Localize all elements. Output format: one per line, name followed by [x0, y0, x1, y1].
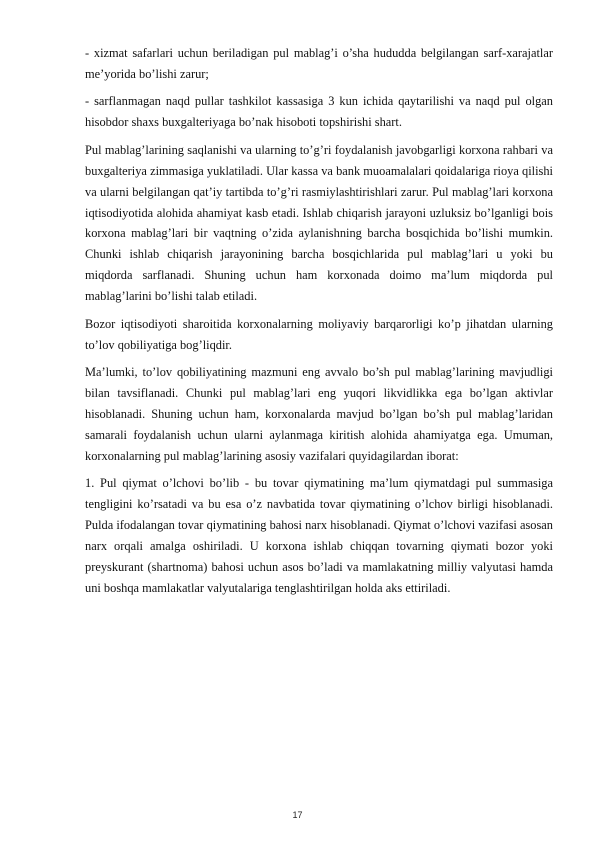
document-body — [85, 43, 553, 605]
paragraph-unspent-cash: - sarflanmagan naqd pullar tashkilot kassasiga 3 kun ichida qaytarilishi va naqd pul olgan hisobdor shaxs buxgalteriyaga bo’nak hisoboti topshirishi shart. — [85, 94, 553, 130]
paragraph-travel-expenses: - xizmat safarlari uchun beriladigan pul mablag’i o’sha hududda belgilangan sarf-xarajatlar me’yorida bo’lishi zarur; — [85, 46, 553, 81]
paragraph-measure-of-value: 1. Pul qiymat o’lchovi bo’lib - bu tovar qiymatining ma’lum qiymatdagi pul summasiga tengligini ko’rsatadi va bu esa o’z navbatida tovar qiymatining o’lchov birligi hisoblanadi. Pulda ifodalangan tovar qiymatining bahosi narx hisoblanadi. Qiymat o’lchovi vazifasi asosan narx orqali amalga oshiriladi. U korxona ishlab chiqqan tovarning qiymati bozor yoki preyskurant (shartnoma) bahosi uchun asos bo’ladi va mamlakatning milliy valyutasi hamda uni boshqa mamlakatlar valyutalariga tenglashtirilgan holda aks ettiriladi. — [85, 476, 553, 595]
paragraph-solvency: Ma’lumki, to’lov qobiliyatining mazmuni eng avvalo bo’sh pul mablag’larining mavjudligi bilan tavsiflanadi. Chunki pul mablag’lari eng yuqori likvidlikka ega bo’lgan aktivlar hisoblanadi. Shuning uchun ham, korxonalarda mavjud bo’lgan bo’sh pul mablag’laridan samarali foydalanish uchun ularni aylanmaga kiritish alohida ahamiyatga ega. Umuman, korxonalarning pul mablag’larining asosiy vazifalari quyidagilardan iborat: — [85, 365, 553, 463]
paragraph-cash-responsibility: Pul mablag’larining saqlanishi va ularning to’g’ri foydalanish javobgarligi korxona rahbari va buxgalteriya zimmasiga yuklatiladi. Ular kassa va bank muoamalalari qoidalariga rioya qilishi va ularni belgilangan qat’iy tartibda to’g’ri rasmiylashtirishlari zarur. Pul mablag’lari korxona iqtisodiyotida alohida ahamiyat kasb etadi. Ishlab chiqarish jarayoni uzluksiz bo’lganligi bois korxona mablag’lari bir vaqtning o’zida aylanishning barcha bosqichida bo’lishi mumkin. Chunki ishlab chiqarish jarayonining barcha bosqichlarida pul mablag’lari u yoki bu miqdorda sarflanadi. Shuning uchun ham korxonada doimo ma’lum miqdorda pul mablag’larini bo’lishi talab etiladi. — [85, 142, 553, 304]
paragraph-financial-stability: Bozor iqtisodiyoti sharoitida korxonalarning moliyaviy barqarorligi ko’p jihatdan ularning to’lov qobiliyatiga bog’liqdir. — [85, 316, 553, 352]
page-number: 17 — [292, 810, 303, 820]
